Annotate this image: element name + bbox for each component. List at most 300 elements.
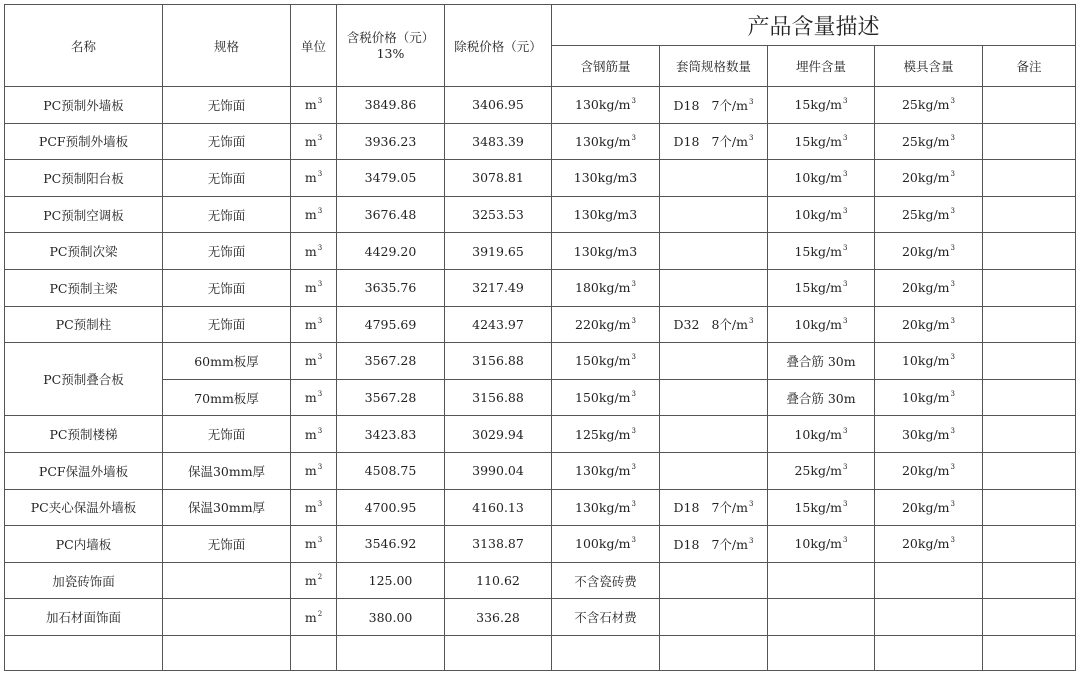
- cell-mold: [875, 160, 983, 197]
- cell-unit: [291, 87, 337, 124]
- cell-sleeve: [660, 306, 768, 343]
- table-row: [5, 599, 1076, 636]
- cell-steel: [552, 452, 660, 489]
- cell-embed: [768, 123, 875, 160]
- cell-sleeve: [660, 343, 768, 380]
- cell-remark: [983, 562, 1076, 599]
- header-name: 名称: [5, 5, 163, 87]
- cell-unit-text: m: [304, 390, 317, 406]
- cell-mold: [875, 123, 983, 160]
- cell-remark: [983, 123, 1076, 160]
- table-row: [5, 306, 1076, 343]
- cell-unit-text: m: [304, 243, 317, 259]
- header-desc-group: 产品含量描述: [552, 5, 1076, 46]
- price-table: [4, 4, 1076, 671]
- cell-embed-sup: 3: [843, 463, 848, 472]
- table-row: [5, 123, 1076, 160]
- cell-sleeve-count: 7个/m: [711, 500, 748, 516]
- cell-name: PC预制主梁: [5, 269, 163, 306]
- cell-sleeve-count: 7个/m: [711, 134, 748, 150]
- cell-unit-text: m: [304, 536, 317, 552]
- header-price-tax-rate: 13%: [376, 45, 405, 61]
- cell-mold: [875, 599, 983, 636]
- cell-remark: [983, 452, 1076, 489]
- cell-unit: [291, 196, 337, 233]
- cell-embed-sup: 3: [843, 207, 848, 216]
- cell-mold: [875, 452, 983, 489]
- header-price-tax: [337, 5, 445, 87]
- cell-steel-text: 不含石材费: [574, 610, 637, 626]
- cell-embed-sup: 3: [843, 133, 848, 142]
- cell-price-notax: 4243.97: [445, 306, 552, 343]
- header-embed: 埋件含量: [768, 46, 875, 87]
- cell-mold-text: 25kg/m: [901, 133, 950, 149]
- cell-embed: [768, 343, 875, 380]
- cell-spec: 60mm板厚: [163, 343, 291, 380]
- cell-mold-sup: 3: [950, 316, 955, 325]
- header-spec: 规格: [163, 5, 291, 87]
- cell-spec: [163, 562, 291, 599]
- cell-unit-text: m: [304, 97, 317, 113]
- cell-price-notax: 3156.88: [445, 379, 552, 416]
- cell-steel: [552, 269, 660, 306]
- cell-embed: [768, 379, 875, 416]
- cell-steel-text: 220kg/m: [575, 316, 631, 332]
- table-row: [5, 562, 1076, 599]
- cell-mold-text: 30kg/m: [901, 426, 950, 442]
- cell-unit-text: m: [304, 207, 317, 223]
- cell-mold-sup: 3: [950, 133, 955, 142]
- cell-sleeve: [660, 562, 768, 599]
- cell-price-notax: 3217.49: [445, 269, 552, 306]
- cell-mold-text: 25kg/m: [901, 207, 950, 223]
- cell-embed: [768, 452, 875, 489]
- cell-price-notax: 3029.94: [445, 416, 552, 453]
- cell-unit: [291, 306, 337, 343]
- cell-sleeve: [660, 196, 768, 233]
- cell-unit: [291, 123, 337, 160]
- cell-remark: [983, 196, 1076, 233]
- cell-price-notax: 336.28: [445, 599, 552, 636]
- cell-remark: [983, 306, 1076, 343]
- cell-price-notax: 4160.13: [445, 489, 552, 526]
- cell-mold: [875, 196, 983, 233]
- cell-price-notax: 3919.65: [445, 233, 552, 270]
- header-price-notax: 除税价格（元）: [445, 5, 552, 87]
- table-row: [5, 526, 1076, 563]
- cell-price-notax: 3990.04: [445, 452, 552, 489]
- cell-sleeve-size: D18: [673, 500, 700, 516]
- cell-price-tax: 3479.05: [337, 160, 445, 197]
- cell-unit-sup: 3: [317, 316, 323, 325]
- cell-spec: 无饰面: [163, 87, 291, 124]
- cell-spec: 无饰面: [163, 416, 291, 453]
- cell-embed-text: 10kg/m: [794, 170, 843, 186]
- header-unit: 单位: [291, 5, 337, 87]
- cell-steel-text: 130kg/m3: [573, 170, 638, 186]
- cell-steel: [552, 379, 660, 416]
- cell-name: PC预制次梁: [5, 233, 163, 270]
- cell-sleeve-sup: 3: [749, 134, 754, 143]
- cell-price-tax: 4508.75: [337, 452, 445, 489]
- cell-steel-sup: 3: [631, 97, 636, 106]
- cell-price-tax: 3423.83: [337, 416, 445, 453]
- cell-embed: [768, 306, 875, 343]
- cell-embed: [768, 562, 875, 599]
- cell-embed-text: 10kg/m: [794, 316, 843, 332]
- cell-remark: [983, 599, 1076, 636]
- cell-mold-text: 10kg/m: [901, 390, 950, 406]
- table-row: [5, 489, 1076, 526]
- cell-mold: [875, 269, 983, 306]
- cell-unit-sup: 3: [317, 536, 323, 545]
- cell-price-notax: 3156.88: [445, 343, 552, 380]
- cell-unit-sup: 3: [317, 280, 323, 289]
- table-row: [5, 87, 1076, 124]
- cell-unit-sup: 3: [317, 426, 323, 435]
- cell-steel-sup: 3: [631, 426, 636, 435]
- cell-embed-sup: 3: [843, 243, 848, 252]
- cell-price-tax: 3849.86: [337, 87, 445, 124]
- cell-unit-text: m: [304, 280, 317, 296]
- cell-steel: [552, 233, 660, 270]
- cell-spec: 70mm板厚: [163, 379, 291, 416]
- cell-steel-text: 130kg/m: [575, 463, 631, 479]
- header-sleeve: 套筒规格数量: [660, 46, 768, 87]
- cell-embed-sup: 3: [843, 499, 848, 508]
- table-row: [5, 635, 1076, 670]
- cell-mold: [875, 343, 983, 380]
- cell-embed: [768, 635, 875, 670]
- cell-price-tax: 4429.20: [337, 233, 445, 270]
- cell-steel: [552, 489, 660, 526]
- cell-embed: [768, 196, 875, 233]
- cell-spec: 无饰面: [163, 160, 291, 197]
- cell-price-tax: 3546.92: [337, 526, 445, 563]
- cell-embed-text: 15kg/m: [794, 499, 843, 515]
- cell-sleeve: [660, 489, 768, 526]
- cell-unit: [291, 489, 337, 526]
- cell-mold: [875, 526, 983, 563]
- cell-remark: [983, 379, 1076, 416]
- cell-sleeve: [660, 160, 768, 197]
- cell-spec: 保温30mm厚: [163, 489, 291, 526]
- cell-steel-text: 150kg/m: [575, 353, 631, 369]
- cell-mold-sup: 3: [950, 499, 955, 508]
- cell-name: PC内墙板: [5, 526, 163, 563]
- cell-embed: [768, 269, 875, 306]
- cell-spec: 无饰面: [163, 233, 291, 270]
- cell-embed-text: 15kg/m: [794, 280, 843, 296]
- cell-embed-text: 10kg/m: [794, 207, 843, 223]
- cell-sleeve: [660, 87, 768, 124]
- cell-remark: [983, 343, 1076, 380]
- cell-embed-text: 15kg/m: [794, 133, 843, 149]
- cell-embed-sup: 3: [843, 170, 848, 179]
- cell-embed-sup: 3: [843, 426, 848, 435]
- cell-steel: [552, 635, 660, 670]
- cell-embed: [768, 489, 875, 526]
- table-body: [5, 87, 1076, 671]
- cell-unit-text: m: [304, 573, 317, 589]
- cell-unit: [291, 379, 337, 416]
- cell-unit: [291, 526, 337, 563]
- cell-price-tax: [337, 635, 445, 670]
- cell-mold-sup: 3: [950, 426, 955, 435]
- cell-sleeve: [660, 635, 768, 670]
- cell-unit: [291, 269, 337, 306]
- cell-sleeve-count: 7个/m: [711, 536, 748, 552]
- cell-price-notax: 3406.95: [445, 87, 552, 124]
- cell-steel-sup: 3: [631, 133, 636, 142]
- cell-spec: 无饰面: [163, 526, 291, 563]
- cell-mold-text: 20kg/m: [901, 280, 950, 296]
- cell-name: PC预制空调板: [5, 196, 163, 233]
- cell-sleeve: [660, 452, 768, 489]
- cell-mold-text: 20kg/m: [901, 536, 950, 552]
- table-row: [5, 160, 1076, 197]
- cell-mold-sup: 3: [950, 463, 955, 472]
- cell-steel-sup: 3: [631, 536, 636, 545]
- cell-sleeve-size: D18: [673, 134, 700, 150]
- header-price-tax-label: 含税价格（元）: [346, 29, 435, 45]
- cell-mold: [875, 416, 983, 453]
- cell-mold-text: 20kg/m: [901, 463, 950, 479]
- cell-embed-sup: 3: [843, 316, 848, 325]
- cell-steel: [552, 599, 660, 636]
- cell-name: PC预制叠合板: [5, 343, 163, 416]
- cell-mold-text: 10kg/m: [901, 353, 950, 369]
- cell-steel: [552, 196, 660, 233]
- cell-price-tax: 3676.48: [337, 196, 445, 233]
- cell-unit: [291, 233, 337, 270]
- cell-price-notax: 110.62: [445, 562, 552, 599]
- cell-steel-text: 130kg/m3: [573, 243, 638, 259]
- cell-mold-text: 20kg/m: [901, 243, 950, 259]
- cell-name: PC预制阳台板: [5, 160, 163, 197]
- cell-sleeve-size: D18: [673, 536, 700, 552]
- cell-steel-text: 180kg/m: [575, 280, 631, 296]
- cell-sleeve: [660, 416, 768, 453]
- cell-embed-text: 叠合筋 30m: [786, 353, 856, 369]
- cell-price-notax: 3483.39: [445, 123, 552, 160]
- cell-steel-sup: 3: [631, 316, 636, 325]
- cell-unit-sup: 3: [317, 463, 323, 472]
- header-remark: 备注: [983, 46, 1076, 87]
- cell-name: PCF保温外墙板: [5, 452, 163, 489]
- cell-embed: [768, 416, 875, 453]
- cell-price-tax: 4795.69: [337, 306, 445, 343]
- cell-unit-text: m: [304, 133, 317, 149]
- table-row: [5, 269, 1076, 306]
- cell-mold: [875, 562, 983, 599]
- cell-remark: [983, 635, 1076, 670]
- cell-name: PC预制楼梯: [5, 416, 163, 453]
- cell-price-notax: 3138.87: [445, 526, 552, 563]
- table-row: [5, 233, 1076, 270]
- cell-unit-text: m: [304, 426, 317, 442]
- cell-remark: [983, 416, 1076, 453]
- cell-spec: 保温30mm厚: [163, 452, 291, 489]
- table-row: [5, 452, 1076, 489]
- cell-unit: [291, 416, 337, 453]
- cell-unit-text: m: [304, 353, 317, 369]
- cell-embed-sup: 3: [843, 280, 848, 289]
- cell-spec: 无饰面: [163, 306, 291, 343]
- cell-steel: [552, 123, 660, 160]
- cell-steel-sup: 3: [631, 353, 636, 362]
- cell-unit-sup: 3: [317, 353, 323, 362]
- cell-mold-text: 20kg/m: [901, 499, 950, 515]
- cell-steel-sup: 3: [631, 390, 636, 399]
- cell-remark: [983, 269, 1076, 306]
- cell-mold-sup: 3: [950, 97, 955, 106]
- cell-remark: [983, 489, 1076, 526]
- cell-unit-sup: 3: [317, 243, 323, 252]
- cell-mold-sup: 3: [950, 390, 955, 399]
- cell-sleeve-size: D18: [673, 97, 700, 113]
- cell-unit-sup: 3: [317, 499, 323, 508]
- table-row: [5, 196, 1076, 233]
- cell-price-tax: 3567.28: [337, 343, 445, 380]
- cell-name: PC预制柱: [5, 306, 163, 343]
- cell-mold-text: 20kg/m: [901, 170, 950, 186]
- cell-steel-text: 130kg/m3: [573, 207, 638, 223]
- header-steel: 含钢筋量: [552, 46, 660, 87]
- cell-unit: [291, 562, 337, 599]
- cell-unit-sup: 3: [317, 97, 323, 106]
- cell-embed: [768, 233, 875, 270]
- cell-name: PC预制外墙板: [5, 87, 163, 124]
- cell-embed: [768, 526, 875, 563]
- cell-sleeve-sup: 3: [749, 317, 754, 326]
- cell-mold: [875, 306, 983, 343]
- cell-mold-sup: 3: [950, 280, 955, 289]
- cell-name: 加石材面饰面: [5, 599, 163, 636]
- cell-sleeve: [660, 379, 768, 416]
- cell-name: PC夹心保温外墙板: [5, 489, 163, 526]
- cell-mold: [875, 87, 983, 124]
- cell-sleeve-count: 8个/m: [711, 317, 748, 333]
- cell-spec: [163, 635, 291, 670]
- table-row: [5, 416, 1076, 453]
- cell-unit: [291, 343, 337, 380]
- cell-unit-sup: 3: [317, 133, 323, 142]
- cell-unit: [291, 599, 337, 636]
- cell-sleeve: [660, 123, 768, 160]
- cell-sleeve-size: D32: [673, 317, 700, 333]
- cell-name: [5, 635, 163, 670]
- cell-price-tax: 125.00: [337, 562, 445, 599]
- cell-sleeve-sup: 3: [749, 536, 754, 545]
- cell-steel-text: 100kg/m: [575, 536, 631, 552]
- cell-spec: 无饰面: [163, 123, 291, 160]
- cell-embed: [768, 87, 875, 124]
- cell-steel-text: 150kg/m: [575, 390, 631, 406]
- cell-mold-sup: 3: [950, 207, 955, 216]
- cell-unit: [291, 452, 337, 489]
- cell-unit-text: m: [304, 316, 317, 332]
- cell-mold-sup: 3: [950, 536, 955, 545]
- cell-remark: [983, 526, 1076, 563]
- cell-sleeve-sup: 3: [749, 97, 754, 106]
- cell-unit-text: m: [304, 170, 317, 186]
- cell-remark: [983, 87, 1076, 124]
- cell-unit-sup: 3: [317, 207, 323, 216]
- cell-sleeve: [660, 599, 768, 636]
- cell-mold-sup: 3: [950, 353, 955, 362]
- header-mold: 模具含量: [875, 46, 983, 87]
- cell-unit-text: m: [304, 463, 317, 479]
- cell-unit-text: m: [304, 609, 317, 625]
- cell-embed-text: 15kg/m: [794, 97, 843, 113]
- cell-price-tax: 3635.76: [337, 269, 445, 306]
- cell-spec: 无饰面: [163, 269, 291, 306]
- cell-steel: [552, 306, 660, 343]
- cell-mold-sup: 3: [950, 243, 955, 252]
- cell-price-notax: [445, 635, 552, 670]
- cell-steel-text: 130kg/m: [575, 499, 631, 515]
- cell-steel-sup: 3: [631, 499, 636, 508]
- cell-embed-text: 15kg/m: [794, 243, 843, 259]
- cell-steel-text: 不含瓷砖费: [574, 573, 637, 589]
- cell-name: PCF预制外墙板: [5, 123, 163, 160]
- table-row: [5, 343, 1076, 380]
- cell-price-notax: 3253.53: [445, 196, 552, 233]
- cell-unit-text: m: [304, 499, 317, 515]
- cell-steel: [552, 160, 660, 197]
- cell-steel: [552, 526, 660, 563]
- cell-price-notax: 3078.81: [445, 160, 552, 197]
- table-row: [5, 379, 1076, 416]
- cell-unit-sup: 2: [317, 609, 323, 618]
- cell-remark: [983, 160, 1076, 197]
- cell-steel-sup: 3: [631, 463, 636, 472]
- cell-remark: [983, 233, 1076, 270]
- cell-steel: [552, 343, 660, 380]
- cell-embed-text: 10kg/m: [794, 426, 843, 442]
- cell-embed: [768, 599, 875, 636]
- cell-embed-text: 10kg/m: [794, 536, 843, 552]
- cell-sleeve: [660, 526, 768, 563]
- cell-steel-text: 125kg/m: [575, 426, 631, 442]
- cell-steel: [552, 562, 660, 599]
- cell-mold-sup: 3: [950, 170, 955, 179]
- cell-spec: 无饰面: [163, 196, 291, 233]
- cell-unit-sup: 2: [317, 573, 323, 582]
- cell-mold: [875, 233, 983, 270]
- cell-steel-text: 130kg/m: [575, 133, 631, 149]
- cell-price-tax: 3936.23: [337, 123, 445, 160]
- cell-sleeve: [660, 233, 768, 270]
- cell-mold: [875, 489, 983, 526]
- cell-embed-sup: 3: [843, 97, 848, 106]
- cell-price-tax: 3567.28: [337, 379, 445, 416]
- cell-embed-sup: 3: [843, 536, 848, 545]
- cell-sleeve-count: 7个/m: [711, 97, 748, 113]
- cell-steel: [552, 416, 660, 453]
- cell-steel: [552, 87, 660, 124]
- cell-sleeve: [660, 269, 768, 306]
- cell-steel-sup: 3: [631, 280, 636, 289]
- cell-mold: [875, 635, 983, 670]
- cell-mold-text: 25kg/m: [901, 97, 950, 113]
- cell-mold-text: 20kg/m: [901, 316, 950, 332]
- cell-mold: [875, 379, 983, 416]
- cell-embed-text: 叠合筋 30m: [786, 390, 856, 406]
- cell-embed: [768, 160, 875, 197]
- cell-unit: [291, 160, 337, 197]
